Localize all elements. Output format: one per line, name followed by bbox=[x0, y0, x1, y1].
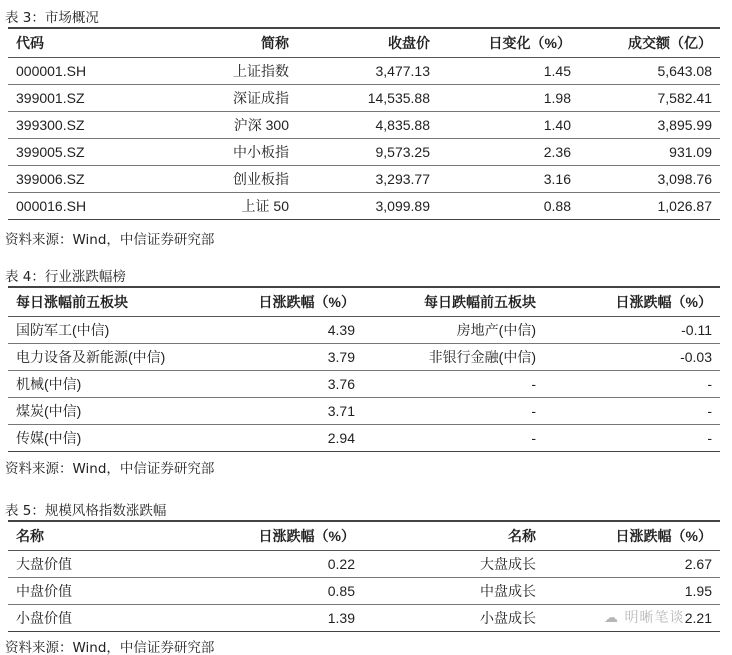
market-overview-table bbox=[8, 27, 720, 220]
table-cell: 7,582.41 bbox=[579, 85, 720, 112]
table-row bbox=[8, 193, 720, 220]
table-row bbox=[8, 139, 720, 166]
table-cell: 机械(中信) bbox=[8, 371, 187, 398]
table-cell: 9,573.25 bbox=[297, 139, 438, 166]
table-row bbox=[8, 85, 720, 112]
table-cell: 5,643.08 bbox=[579, 58, 720, 85]
header-top-change: 日涨跌幅（%） bbox=[187, 287, 363, 317]
table-cell: - bbox=[363, 398, 544, 425]
header-change-right: 日涨跌幅（%） bbox=[544, 521, 720, 551]
header-change: 日变化（%） bbox=[438, 28, 579, 58]
table-row bbox=[8, 112, 720, 139]
table-row bbox=[8, 398, 720, 425]
table-cell: 931.09 bbox=[579, 139, 720, 166]
table-cell: 上证 50 bbox=[141, 193, 297, 220]
table-cell: 3.76 bbox=[187, 371, 363, 398]
header-change-left: 日涨跌幅（%） bbox=[187, 521, 363, 551]
table-cell: 3,895.99 bbox=[579, 112, 720, 139]
table-cell: 中小板指 bbox=[141, 139, 297, 166]
table-cell: 2.94 bbox=[187, 425, 363, 452]
table-row bbox=[8, 317, 720, 344]
table-cell: 399300.SZ bbox=[8, 112, 141, 139]
table-cell: 房地产(中信) bbox=[363, 317, 544, 344]
table-cell: 4.39 bbox=[187, 317, 363, 344]
table-row bbox=[8, 344, 720, 371]
table-cell: - bbox=[363, 425, 544, 452]
table-cell: - bbox=[363, 371, 544, 398]
table-cell: -0.11 bbox=[544, 317, 720, 344]
table-cell: 1.45 bbox=[438, 58, 579, 85]
table-cell: 非银行金融(中信) bbox=[363, 344, 544, 371]
table4-source: 资料来源：Wind，中信证券研究部 bbox=[5, 461, 215, 477]
table-cell: 中盘成长 bbox=[363, 578, 544, 605]
table-cell: 中盘价值 bbox=[8, 578, 187, 605]
header-bottom-change: 日涨跌幅（%） bbox=[544, 287, 720, 317]
table-cell: 传媒(中信) bbox=[8, 425, 187, 452]
header-close: 收盘价 bbox=[297, 28, 438, 58]
header-volume: 成交额（亿） bbox=[579, 28, 720, 58]
table3-caption: 表 3：市场概况 bbox=[5, 10, 99, 26]
industry-ranking-table bbox=[8, 286, 720, 452]
header-code: 代码 bbox=[8, 28, 141, 58]
table5-caption: 表 5：规模风格指数涨跌幅 bbox=[5, 503, 167, 519]
table5-source: 资料来源：Wind，中信证券研究部 bbox=[5, 640, 215, 655]
table-cell: 3,293.77 bbox=[297, 166, 438, 193]
table-cell: 创业板指 bbox=[141, 166, 297, 193]
table-cell: 399006.SZ bbox=[8, 166, 141, 193]
table-cell: 1.40 bbox=[438, 112, 579, 139]
table-cell: 3.71 bbox=[187, 398, 363, 425]
table-cell: 1,026.87 bbox=[579, 193, 720, 220]
table-cell: 14,535.88 bbox=[297, 85, 438, 112]
table-cell: 电力设备及新能源(中信) bbox=[8, 344, 187, 371]
wechat-icon: ☁ bbox=[604, 610, 625, 626]
table-cell: 2.67 bbox=[544, 551, 720, 578]
table-row bbox=[8, 58, 720, 85]
watermark-logo bbox=[604, 607, 684, 627]
table-cell: 399005.SZ bbox=[8, 139, 141, 166]
table4-caption: 表 4：行业涨跌幅榜 bbox=[5, 269, 126, 285]
table-cell: 煤炭(中信) bbox=[8, 398, 187, 425]
table-cell: 国防军工(中信) bbox=[8, 317, 187, 344]
table-cell: 1.98 bbox=[438, 85, 579, 112]
table-cell: 3.79 bbox=[187, 344, 363, 371]
table-cell: 0.22 bbox=[187, 551, 363, 578]
table-cell: 399001.SZ bbox=[8, 85, 141, 112]
table-cell: - bbox=[544, 371, 720, 398]
table-row bbox=[8, 551, 720, 578]
header-name-right: 名称 bbox=[363, 521, 544, 551]
table3-source: 资料来源：Wind，中信证券研究部 bbox=[5, 232, 215, 248]
table-cell: 沪深 300 bbox=[141, 112, 297, 139]
table-cell: 000001.SH bbox=[8, 58, 141, 85]
table-cell: 大盘价值 bbox=[8, 551, 187, 578]
table-cell: 4,835.88 bbox=[297, 112, 438, 139]
table-row bbox=[8, 371, 720, 398]
table-cell: 1.95 bbox=[544, 578, 720, 605]
table-cell: - bbox=[544, 398, 720, 425]
table-cell: -0.03 bbox=[544, 344, 720, 371]
table-cell: - bbox=[544, 425, 720, 452]
table-cell: 深证成指 bbox=[141, 85, 297, 112]
table-row bbox=[8, 578, 720, 605]
table-cell: 0.88 bbox=[438, 193, 579, 220]
table-row bbox=[8, 166, 720, 193]
table-cell: 0.85 bbox=[187, 578, 363, 605]
table-cell: 3,098.76 bbox=[579, 166, 720, 193]
header-name-left: 名称 bbox=[8, 521, 187, 551]
table-cell: 2.21 bbox=[544, 605, 720, 632]
table-cell: 1.39 bbox=[187, 605, 363, 632]
header-top-sectors: 每日涨幅前五板块 bbox=[8, 287, 187, 317]
header-bottom-sectors: 每日跌幅前五板块 bbox=[363, 287, 544, 317]
table-cell: 3,099.89 bbox=[297, 193, 438, 220]
table-row bbox=[8, 425, 720, 452]
table-cell: 小盘成长 bbox=[363, 605, 544, 632]
table-cell: 3.16 bbox=[438, 166, 579, 193]
table-cell: 小盘价值 bbox=[8, 605, 187, 632]
table-cell: 大盘成长 bbox=[363, 551, 544, 578]
table-cell: 上证指数 bbox=[141, 58, 297, 85]
header-name: 简称 bbox=[141, 28, 297, 58]
table-cell: 3,477.13 bbox=[297, 58, 438, 85]
table-cell: 000016.SH bbox=[8, 193, 141, 220]
watermark-text: 明晰笔谈 bbox=[624, 610, 685, 626]
table-cell: 2.36 bbox=[438, 139, 579, 166]
